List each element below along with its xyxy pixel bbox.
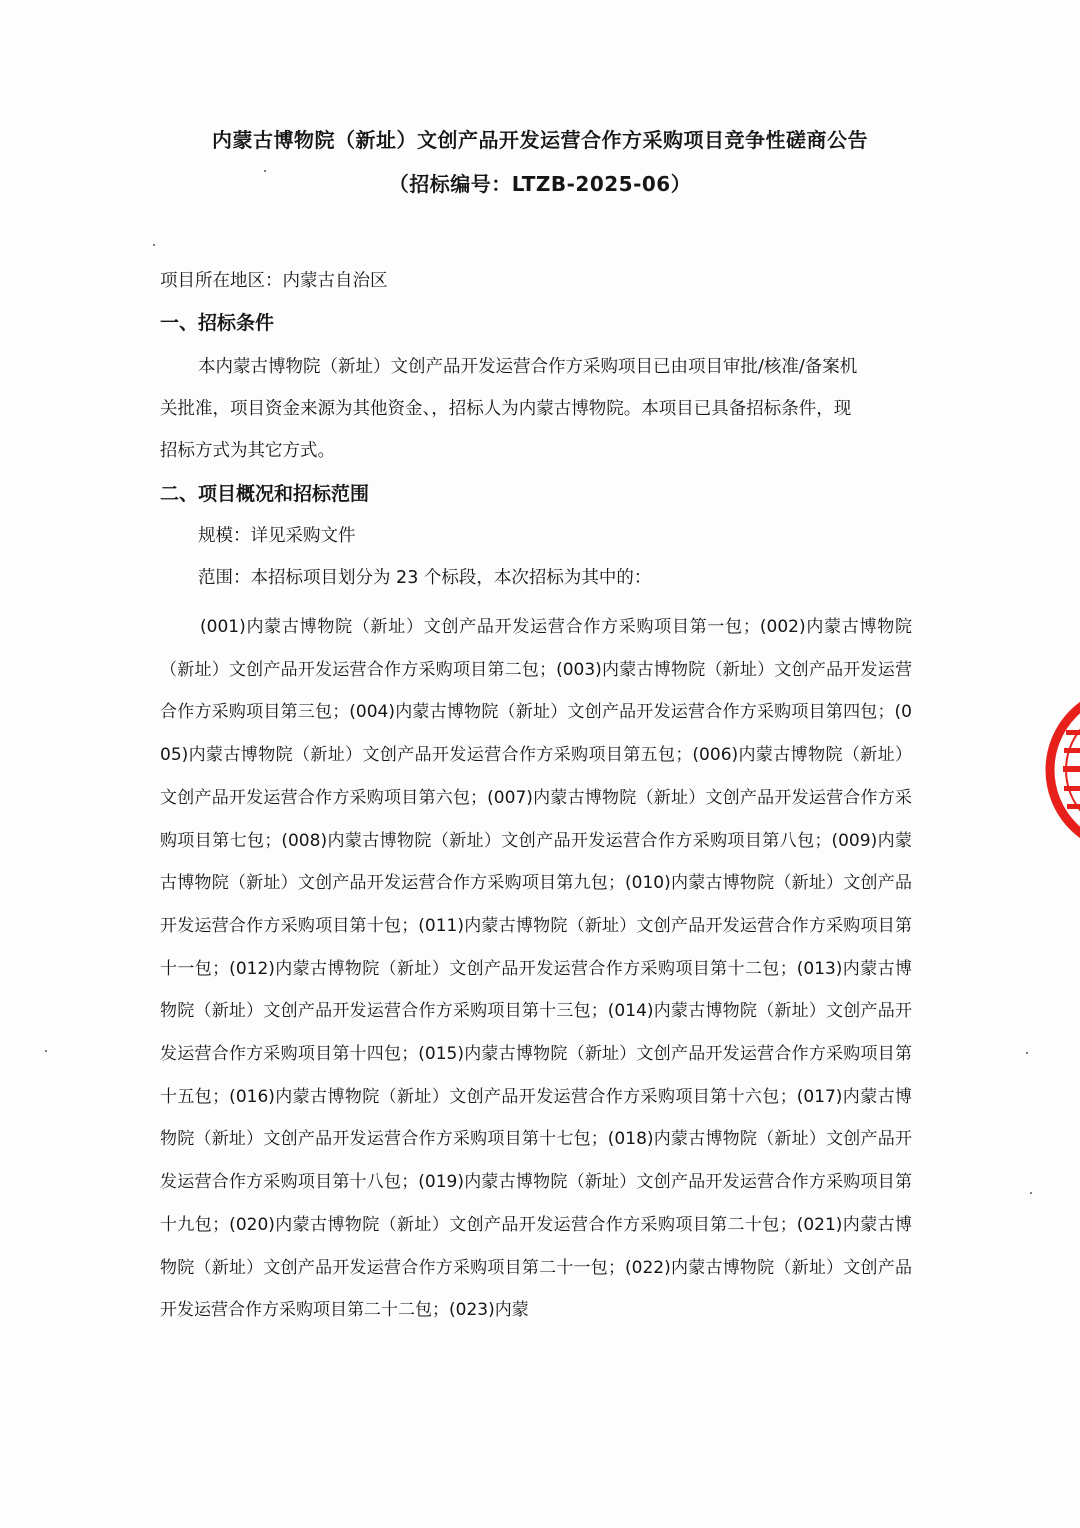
document-title: 内蒙古博物院（新址）文创产品开发运营合作方采购项目竞争性磋商公告 — [212, 128, 868, 152]
scan-speck — [1026, 1052, 1028, 1054]
scan-speck — [153, 244, 155, 246]
conditions-line-2: 关批准，项目资金来源为其他资金、，招标人为内蒙古博物院。本项目已具备招标条件，现 — [160, 399, 852, 419]
section-heading-conditions: 一、招标条件 — [160, 312, 275, 334]
section-heading-overview: 二、项目概况和招标范围 — [160, 483, 370, 505]
scan-speck — [264, 170, 266, 172]
scan-speck — [1030, 1192, 1032, 1194]
project-region: 项目所在地区：内蒙古自治区 — [160, 271, 388, 291]
seal-stamp-icon — [1044, 690, 1080, 850]
scope-paragraph: (001)内蒙古博物院（新址）文创产品开发运营合作方采购项目第一包；(002)内蒙古博物院（新址）文创产品开发运营合作方采购项目第二包；(003)内蒙古博物院（新址）文创产品开发运营合作方采购项目第三包；(004)内蒙古博物院（新址）文创产品开发运营合作方采购项目第四包；(005)内蒙古博物院（新址）文创产品开发运营合作方采购项目第五包；(006)内蒙古博物院（新址）文创产品开发运营合作方采购项目第六包；(007)内蒙古博物院（新址）文创产品开发运营合作方采购项目第七包；(008)内蒙古博物院（新址）文创产品开发运营合作方采购项目第八包；(009)内蒙古博物院（新址）文创产品开发运营合作方采购项目第九包；(010)内蒙古博物院（新址）文创产品开发运营合作方采购项目第十包；(011)内蒙古博物院（新址）文创产品开发运营合作方采购项目第十一包；(012)内蒙古博物院（新址）文创产品开发运营合作方采购项目第十二包；(013)内蒙古博物院（新址）文创产品开发运营合作方采购项目第十三包；(014)内蒙古博物院（新址）文创产品开发运营合作方采购项目第十四包；(015)内蒙古博物院（新址）文创产品开发运营合作方采购项目第十五包；(016)内蒙古博物院（新址）文创产品开发运营合作方采购项目第十六包；(017)内蒙古博物院（新址）文创产品开发运营合作方采购项目第十七包；(018)内蒙古博物院（新址）文创产品开发运营合作方采购项目第十八包；(019)内蒙古博物院（新址）文创产品开发运营合作方采购项目第十九包；(020)内蒙古博物院（新址）文创产品开发运营合作方采购项目第二十包；(021)内蒙古博物院（新址）文创产品开发运营合作方采购项目第二十一包；(022)内蒙古博物院（新址）文创产品开发运营合作方采购项目第二十二包；(023)内蒙 — [160, 617, 912, 1321]
tender-number: （招标编号：LTZB-2025-06） — [388, 172, 692, 196]
conditions-line-3: 招标方式为其它方式。 — [160, 441, 335, 461]
project-scale: 规模：详见采购文件 — [198, 526, 356, 546]
conditions-line-1: 本内蒙古博物院（新址）文创产品开发运营合作方采购项目已由项目审批/核准/备案机 — [198, 357, 858, 377]
project-range: 范围：本招标项目划分为 23 个标段，本次招标为其中的： — [198, 568, 652, 588]
scan-speck — [45, 1050, 47, 1052]
